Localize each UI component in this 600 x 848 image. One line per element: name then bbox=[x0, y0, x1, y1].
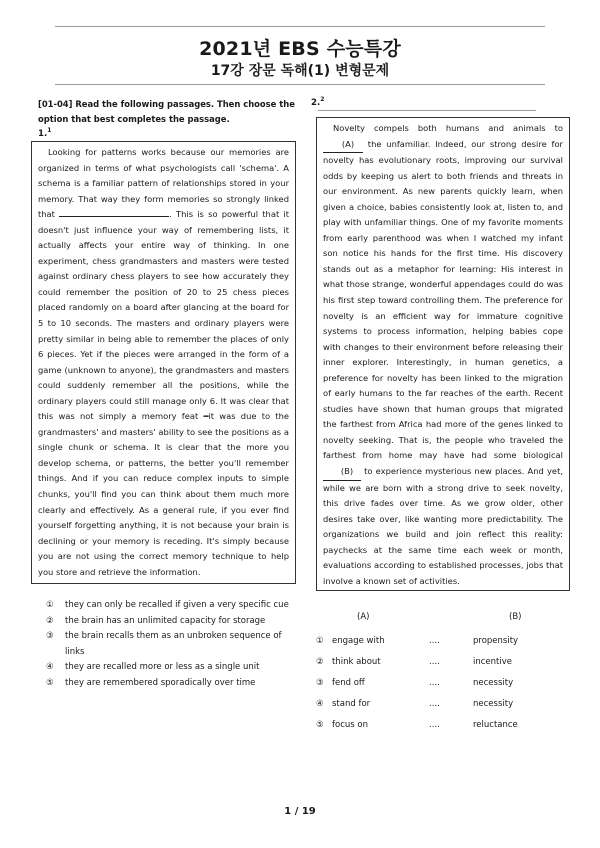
passage-1-text-start: Looking for patterns works because our memories are organized in terms of what psychologists call 'schema'. A schema is a familiar pattern of relationships stored in your memory. That way they form memories so strongly linked that bbox=[38, 147, 289, 220]
option-text: they can only be recalled if given a very specific cue bbox=[65, 600, 289, 610]
answer-row-3[interactable] bbox=[313, 678, 553, 699]
passage-1-blank bbox=[59, 207, 169, 217]
passage-2-box bbox=[316, 117, 570, 591]
header-rule-bottom bbox=[55, 84, 545, 85]
answer-table-header bbox=[313, 612, 553, 636]
answer-dots: .... bbox=[429, 657, 440, 667]
option-text: the brain has an unlimited capacity for storage bbox=[65, 615, 266, 626]
answer-dots: .... bbox=[429, 699, 440, 709]
answer-a: stand for bbox=[332, 699, 371, 709]
document-subtitle: 17강 장문 독해(1) 변형문제 bbox=[210, 63, 390, 79]
option-3[interactable] bbox=[46, 629, 296, 660]
answer-number: ③ bbox=[316, 678, 324, 688]
question-2-rule bbox=[318, 110, 536, 111]
answer-b: propensity bbox=[473, 636, 519, 646]
blank-b-label: (B) bbox=[340, 466, 354, 477]
column-a-header: (A) bbox=[357, 612, 370, 622]
answer-number: ② bbox=[316, 657, 324, 667]
option-number: ③ bbox=[46, 631, 54, 641]
passage-1-text-end: . This is so powerful that it doesn't just influence your way of remembering lists, it actually affects your entire way of thinking. In one experiment, chess grandmasters and masters were tested against ordinary chess players to see how accurately they could remember the position of 20 to 25 chess pieces placed randomly on a board after glancing at the board for 5 to 10 seconds. The masters and ordinary players were pretty similar in being able to remember the places of only 6 pieces. Yet if the pieces were arranged in the form of a game (unknown to anyone), the grandmasters and masters could suddenly remember all the positions, while the ordinary players could still manage only 6. It was clear that this was not simply a memory feat ━it was due to the grandmasters' and masters' ability to see the positions as a single chunk or schema. It is clear that the more you develop schema, or patterns, the better you'll remember things. And if you can reduce complex inputs to simple chunks, you'll find you can think about them much more clearly and effectively. As a general rule, if you ever find yourself forgetting anything, it is not because your brain is declining or your memory is receding. It's simply because you are not using the correct memory technique to help you store and retrieve the information. bbox=[38, 209, 289, 577]
blank-b bbox=[323, 464, 361, 481]
passage-2-text-middle: the unfamiliar. Indeed, our strong desire for novelty has evolutionary roots, improving our survival odds by keeping us alert to both friends and threats in our environment. As new parents quickly learn, when given a choice, babies consistently look at, listen to, and play with unfamiliar things. One of my favorite moments from early parenthood was when I watched my infant son notice his hands for the first time. His discovery stands out as a metaphor for learning: His interest in what those strange, wonderful appendages could do was his first step toward controlling them. The preference for novelty is an efficient way for immature cognitive systems to process information, helping babies cope with changes to their environment before releasing their inner explorer. Interestingly, in human genetics, a preference for novelty has been linked to the migration of early humans to the far reaches of the earth. Recent studies have shown that human groups that migrated the farthest from Africa had more of the genes linked to novelty seeking. That is, the people who traveled the farthest from home may have had some biological bbox=[323, 138, 563, 461]
option-text: they are recalled more or less as a single unit bbox=[65, 662, 260, 672]
option-5[interactable] bbox=[46, 676, 296, 692]
instructions: [01-04] Read the following passages. Then choose the option that best completes the passage. bbox=[38, 99, 295, 124]
answer-number: ④ bbox=[316, 699, 324, 709]
question-2-answer-table bbox=[313, 612, 553, 741]
option-text: they are remembered sporadically over time bbox=[65, 677, 256, 688]
answer-b: incentive bbox=[473, 657, 512, 667]
header-rule-top bbox=[55, 26, 545, 27]
answer-number: ① bbox=[316, 636, 324, 646]
passage-1-text bbox=[38, 145, 289, 580]
passage-2-text-end: to experience mysterious new places. And yet, while we are born with a strong drive to seek novelty, this drive fades over time. As we grow older, other desires take over, like wanting more predictability. The organizations we build and join reflect this reality: paychecks at the same time each week or month, evaluations according to established processes, jobs that involve a known set of activities. bbox=[323, 466, 563, 586]
option-number: ④ bbox=[46, 662, 54, 672]
answer-dots: .... bbox=[429, 636, 440, 646]
answer-dots: .... bbox=[429, 720, 440, 730]
answer-row-5[interactable] bbox=[313, 720, 553, 741]
option-number: ⑤ bbox=[46, 677, 54, 688]
question-1-options bbox=[46, 598, 296, 691]
option-2[interactable] bbox=[46, 614, 296, 630]
option-number: ① bbox=[46, 600, 54, 610]
blank-a-label: (A) bbox=[341, 138, 355, 149]
question-1-footnote: 1 bbox=[47, 127, 52, 134]
option-text: the brain recalls them as an unbroken sequence of links bbox=[65, 631, 282, 657]
passage-1-box bbox=[31, 141, 296, 584]
page-indicator: 1 / 19 bbox=[284, 806, 316, 817]
answer-row-2[interactable] bbox=[313, 657, 553, 678]
answer-number: ⑤ bbox=[316, 720, 324, 730]
document-title: 2021년 EBS 수능특강 bbox=[199, 38, 401, 60]
answer-b: necessity bbox=[473, 699, 514, 709]
question-2-label: 2. bbox=[311, 97, 321, 108]
answer-a: engage with bbox=[332, 636, 385, 646]
option-4[interactable] bbox=[46, 660, 296, 676]
answer-a: fend off bbox=[332, 678, 365, 688]
answer-row-4[interactable] bbox=[313, 699, 553, 720]
answer-dots: .... bbox=[429, 678, 440, 688]
answer-a: think about bbox=[332, 657, 381, 667]
question-1-label: 1. bbox=[38, 128, 48, 139]
answer-b: necessity bbox=[473, 678, 514, 688]
passage-2-text bbox=[323, 121, 563, 589]
question-1-number bbox=[38, 127, 51, 139]
passage-2-text-start: Novelty compels both humans and animals to bbox=[333, 123, 563, 133]
answer-b: reluctance bbox=[473, 720, 518, 730]
question-2-number bbox=[311, 96, 324, 108]
blank-a bbox=[323, 137, 363, 154]
option-1[interactable] bbox=[46, 598, 296, 614]
question-2-footnote: 2 bbox=[320, 96, 325, 103]
column-b-header: (B) bbox=[509, 612, 522, 622]
option-number: ② bbox=[46, 615, 54, 626]
answer-a: focus on bbox=[332, 720, 368, 730]
answer-row-1[interactable] bbox=[313, 636, 553, 657]
